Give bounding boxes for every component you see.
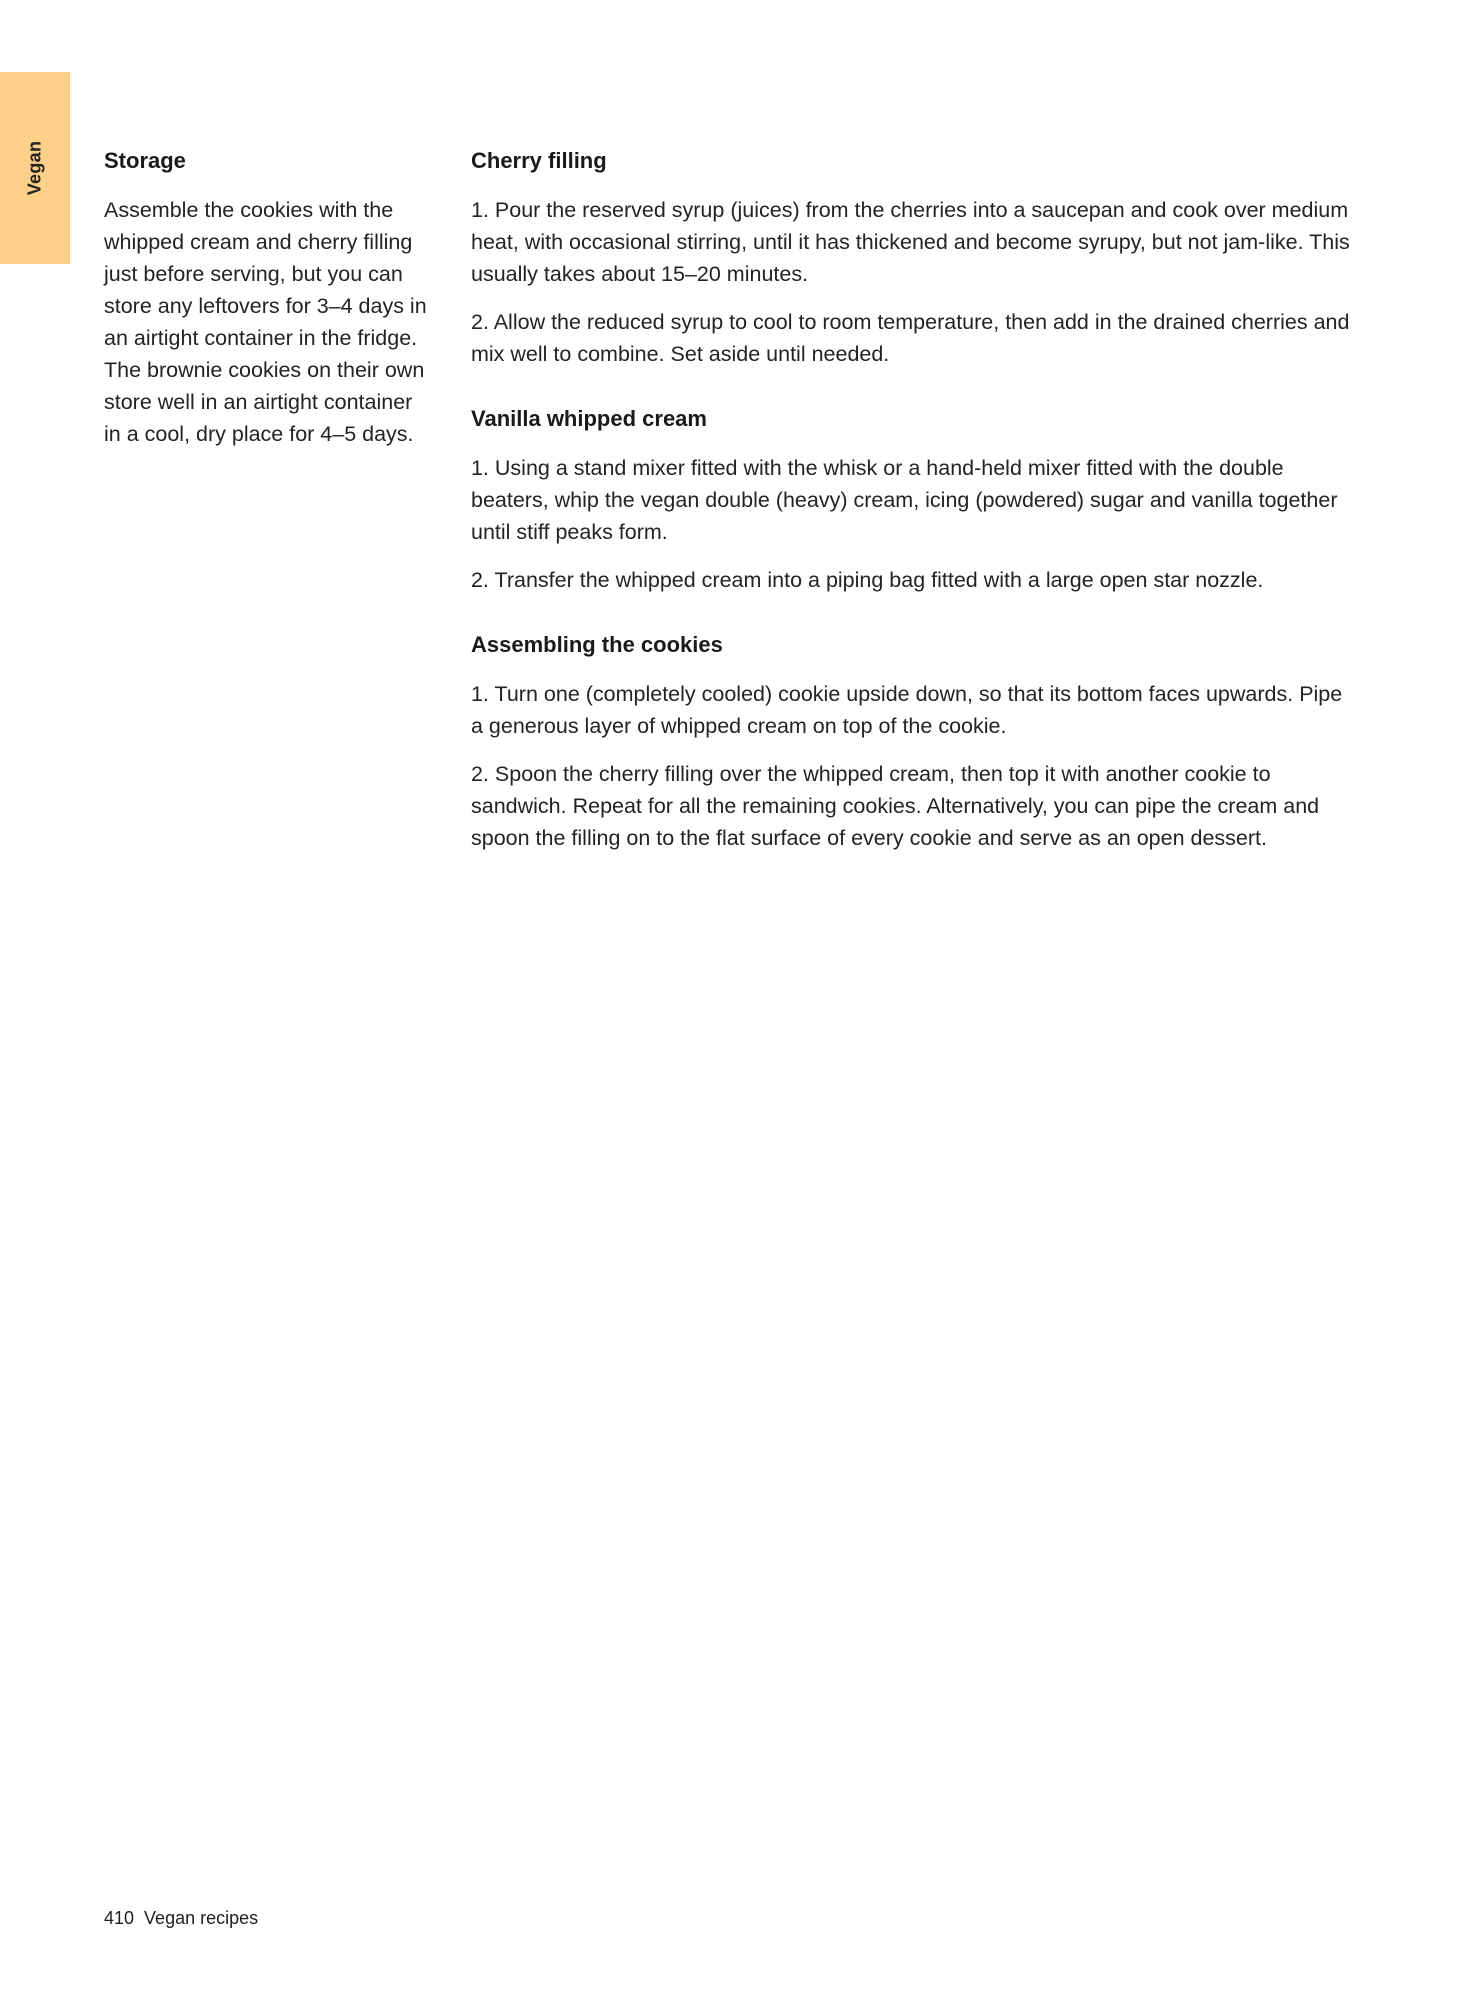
assembling-step: 1. Turn one (completely cooled) cookie upside down, so that its bottom faces upwards. Pipe a generous layer of whipped cream on top of the cookie. [471, 682, 1343, 738]
vanilla-cream-step: 1. Using a stand mixer fitted with the whisk or a hand-held mixer fitted with the double beaters, whip the vegan double (heavy) cream, icing (powdered) sugar and vanilla together until stiff peaks form. [471, 456, 1338, 544]
cherry-filling-section [471, 146, 1351, 370]
footer-section-title: Vegan recipes [144, 1908, 259, 1928]
vanilla-cream-heading: Vanilla whipped cream [471, 406, 707, 431]
assembling-step: 2. Spoon the cherry filling over the whipped cream, then top it with another cookie to sandwich. Repeat for all the remaining cookies. Alternatively, you can pipe the cream and spoon the filling on to the flat surface of every cookie and serve as an open dessert. [471, 762, 1320, 850]
storage-heading: Storage [104, 148, 186, 173]
page-footer [104, 1908, 258, 1929]
cherry-filling-step: 2. Allow the reduced syrup to cool to room temperature, then add in the drained cherries and mix well to combine. Set aside until needed. [471, 310, 1350, 366]
method-column [471, 146, 1351, 888]
assembling-section [471, 630, 1351, 854]
vanilla-cream-step: 2. Transfer the whipped cream into a piping bag fitted with a large open star nozzle. [471, 568, 1264, 592]
storage-column [104, 146, 434, 466]
storage-text: Assemble the cookies with the whipped cream and cherry filling just before serving, but you can store any leftovers for 3–4 days in an airtight container in the fridge. The brownie cookies on their own store well in an airtight container in a cool, dry place for 4–5 days. [104, 198, 427, 446]
page-number: 410 [104, 1908, 135, 1928]
vanilla-cream-section [471, 404, 1351, 596]
cherry-filling-heading: Cherry filling [471, 148, 607, 173]
assembling-heading: Assembling the cookies [471, 632, 723, 657]
cherry-filling-step: 1. Pour the reserved syrup (juices) from the cherries into a saucepan and cook over medium heat, with occasional stirring, until it has thickened and become syrupy, but not jam-like. This usually takes about 15–20 minutes. [471, 198, 1350, 286]
section-tab-label: Vegan [24, 140, 45, 196]
